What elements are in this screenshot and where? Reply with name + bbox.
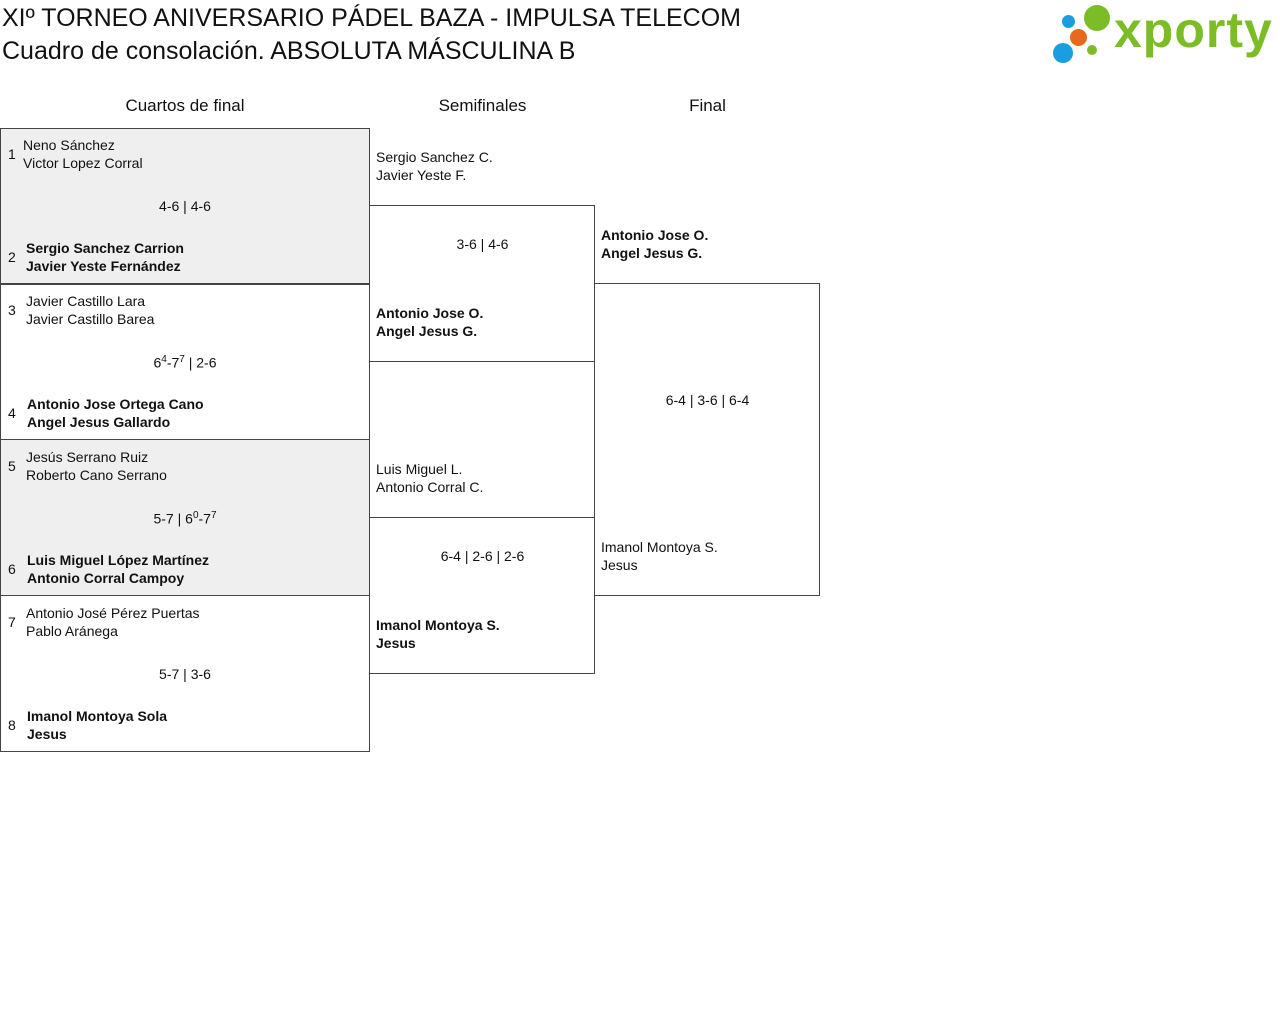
player-name: Imanol Montoya S.: [376, 617, 500, 633]
score-set: 5-7 |: [153, 510, 186, 527]
player-name: Jesús Serrano Ruiz: [26, 449, 149, 465]
round-header-final: Final: [689, 96, 726, 115]
player-name: Jesus: [376, 635, 416, 651]
player-name: Roberto Cano Serrano: [26, 467, 167, 483]
logo-dot-green: [1084, 5, 1110, 31]
sf-team-top[interactable]: [376, 460, 483, 496]
round-header-sf: Semifinales: [438, 96, 527, 115]
match-score: [1, 510, 369, 527]
seed-number: 8: [8, 717, 16, 733]
qf-match-4[interactable]: [0, 595, 370, 752]
match-score: [1, 354, 369, 371]
final-team-top-winner[interactable]: [601, 226, 708, 262]
qf-team-top[interactable]: [23, 136, 143, 172]
score-set: | 2-6: [184, 354, 217, 371]
player-name: Luis Miguel L.: [376, 461, 463, 477]
player-name: Sergio Sanchez Carrion: [26, 240, 184, 256]
logo-dot-blue-small: [1062, 15, 1075, 28]
final-team-bottom[interactable]: [601, 538, 718, 574]
player-name: Javier Yeste Fernández: [26, 258, 181, 274]
match-score: 3-6 | 4-6: [456, 236, 509, 252]
logo-text: xporty: [1114, 2, 1273, 58]
match-score: 6-4 | 2-6 | 2-6: [440, 548, 525, 564]
sf-team-top[interactable]: [376, 148, 493, 184]
player-name: Jesus: [27, 726, 67, 742]
player-name: Luis Miguel López Martínez: [27, 552, 210, 568]
player-name: Javier Castillo Lara: [26, 293, 146, 309]
seed-number: 7: [8, 614, 16, 630]
qf-match-1[interactable]: [0, 128, 370, 285]
qf-team-top[interactable]: [26, 292, 154, 328]
qf-team-bottom-winner[interactable]: [27, 551, 209, 587]
player-name: Neno Sánchez: [23, 137, 115, 153]
match-score: 6-4 | 3-6 | 6-4: [665, 392, 750, 408]
player-name: Imanol Montoya Sola: [27, 708, 168, 724]
qf-team-bottom-winner[interactable]: [27, 395, 204, 431]
player-name: Javier Castillo Barea: [26, 311, 155, 327]
score-set: 6: [153, 354, 162, 371]
xporty-logo[interactable]: [1052, 2, 1277, 67]
seed-number: 6: [8, 561, 16, 577]
qf-team-top[interactable]: [26, 604, 200, 640]
player-name: Antonio Corral C.: [376, 479, 484, 495]
match-score: 5-7 | 3-6: [159, 666, 211, 682]
tiebreak: 0: [192, 510, 199, 521]
player-name: Antonio Jose O.: [601, 227, 709, 243]
player-name: Sergio Sanchez C.: [376, 149, 493, 165]
player-name: Antonio Jose O.: [376, 305, 484, 321]
score-set: -7: [198, 510, 211, 527]
logo-dot-green-small: [1087, 45, 1097, 55]
seed-number: 3: [8, 302, 16, 318]
player-name: Victor Lopez Corral: [23, 155, 143, 171]
player-name: Angel Jesus Gallardo: [27, 414, 171, 430]
tiebreak: 4: [161, 354, 167, 365]
player-name: Jesus: [601, 557, 638, 573]
qf-team-bottom-winner[interactable]: [26, 239, 184, 275]
player-name: Antonio José Pérez Puertas: [26, 605, 200, 621]
seed-number: 2: [8, 249, 16, 265]
tiebreak: 7: [210, 510, 217, 521]
player-name: Antonio Jose Ortega Cano: [27, 396, 204, 412]
qf-team-top[interactable]: [26, 448, 167, 484]
qf-match-2[interactable]: [0, 283, 370, 440]
seed-number: 5: [8, 458, 16, 474]
logo-dot-blue: [1053, 43, 1073, 63]
player-name: Pablo Aránega: [26, 623, 118, 639]
sf-team-bottom-winner[interactable]: [376, 304, 483, 340]
qf-match-3[interactable]: [0, 439, 370, 596]
seed-number: 4: [8, 405, 16, 421]
page-title: XIº TORNEO ANIVERSARIO PÁDEL BAZA - IMPULSA TELECOM: [2, 4, 741, 32]
page-subtitle: Cuadro de consolación. ABSOLUTA MÁSCULINA B: [2, 37, 576, 65]
tiebreak: 7: [179, 354, 185, 365]
score-set: -7: [166, 354, 180, 371]
player-name: Imanol Montoya S.: [601, 539, 718, 555]
round-header-qf: Cuartos de final: [125, 96, 245, 115]
player-name: Angel Jesus G.: [601, 245, 703, 261]
match-score: 4-6 | 4-6: [159, 198, 211, 214]
player-name: Javier Yeste F.: [376, 167, 467, 183]
seed-number: 1: [8, 146, 16, 162]
player-name: Antonio Corral Campoy: [27, 570, 185, 586]
qf-team-bottom-winner[interactable]: [27, 707, 167, 743]
player-name: Angel Jesus G.: [376, 323, 478, 339]
score-set: 6: [185, 510, 193, 527]
logo-dot-orange: [1070, 29, 1087, 46]
sf-team-bottom-winner[interactable]: [376, 616, 500, 652]
